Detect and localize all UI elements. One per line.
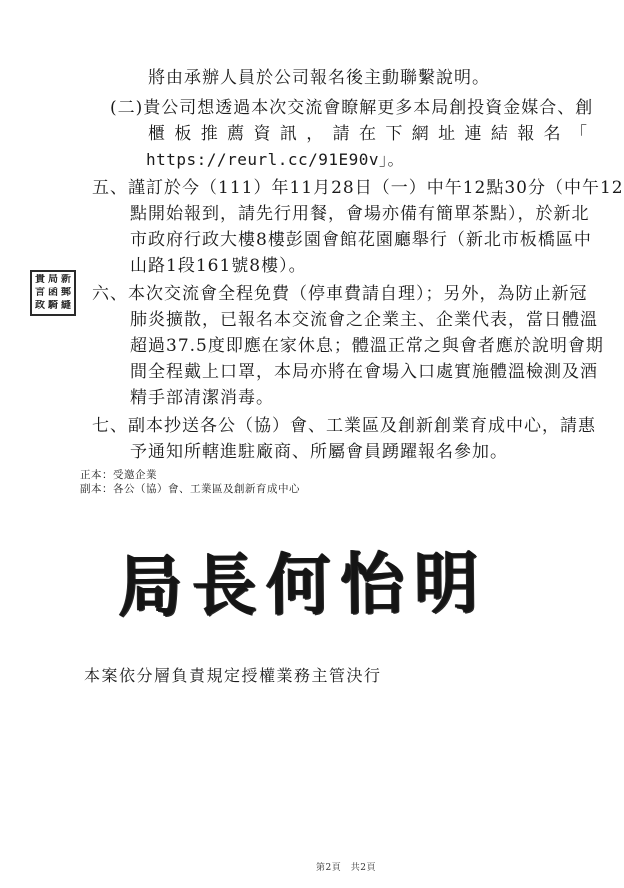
body-line-13: 精手部清潔消毒。 xyxy=(130,388,274,408)
body-line-14: 七、副本抄送各公（協）會、工業區及創新創業育成中心，請惠 xyxy=(92,416,596,436)
recipient-copy: 副本：各公（協）會、工業區及創新育成中心 xyxy=(80,483,300,495)
body-line-6: 點開始報到，請先行用餐，會場亦備有簡單茶點），於新北 xyxy=(130,204,590,224)
body-line-8: 山路1段161號8樓）。 xyxy=(130,256,307,276)
body-line-1: 將由承辦人員於公司報名後主動聯繫說明。 xyxy=(148,68,490,88)
body-line-10: 肺炎擴散，已報名本交流會之企業主、企業代表，當日體溫 xyxy=(130,310,598,330)
seal-stamp: 貴 局 新 言 函 郵 政 騎 縫 xyxy=(30,270,76,316)
authorization-note: 本案依分層負責規定授權業務主管決行 xyxy=(84,666,382,685)
body-line-11: 超過37.5度即應在家休息；體溫正常之與會者應於說明會期 xyxy=(130,336,604,356)
body-line-3: 櫃板推薦資訊，請在下網址連結報名「 xyxy=(148,124,588,144)
body-line-5: 五、謹訂於今（111）年11月28日（一）中午12點30分（中午12 xyxy=(92,178,624,198)
recipient-main: 正本：受邀企業 xyxy=(80,469,157,481)
page-number: 第2頁 共2頁 xyxy=(316,863,376,873)
body-line-12: 間全程戴上口罩，本局亦將在會場入口處實施體溫檢測及酒 xyxy=(130,362,598,382)
body-line-2: (二)貴公司想透過本次交流會瞭解更多本局創投資金媒合、創 xyxy=(110,98,594,118)
body-line-15: 予通知所轄進駐廠商、所屬會員踴躍報名參加。 xyxy=(130,442,508,462)
director-signature: 局長何怡明 xyxy=(118,545,489,627)
body-line-7: 市政府行政大樓8樓彭園會館花園廳舉行（新北市板橋區中 xyxy=(130,230,592,250)
registration-url[interactable]: https://reurl.cc/91E90v」。 xyxy=(146,150,405,169)
body-line-9: 六、本次交流會全程免費（停車費請自理）；另外，為防止新冠 xyxy=(92,284,588,304)
